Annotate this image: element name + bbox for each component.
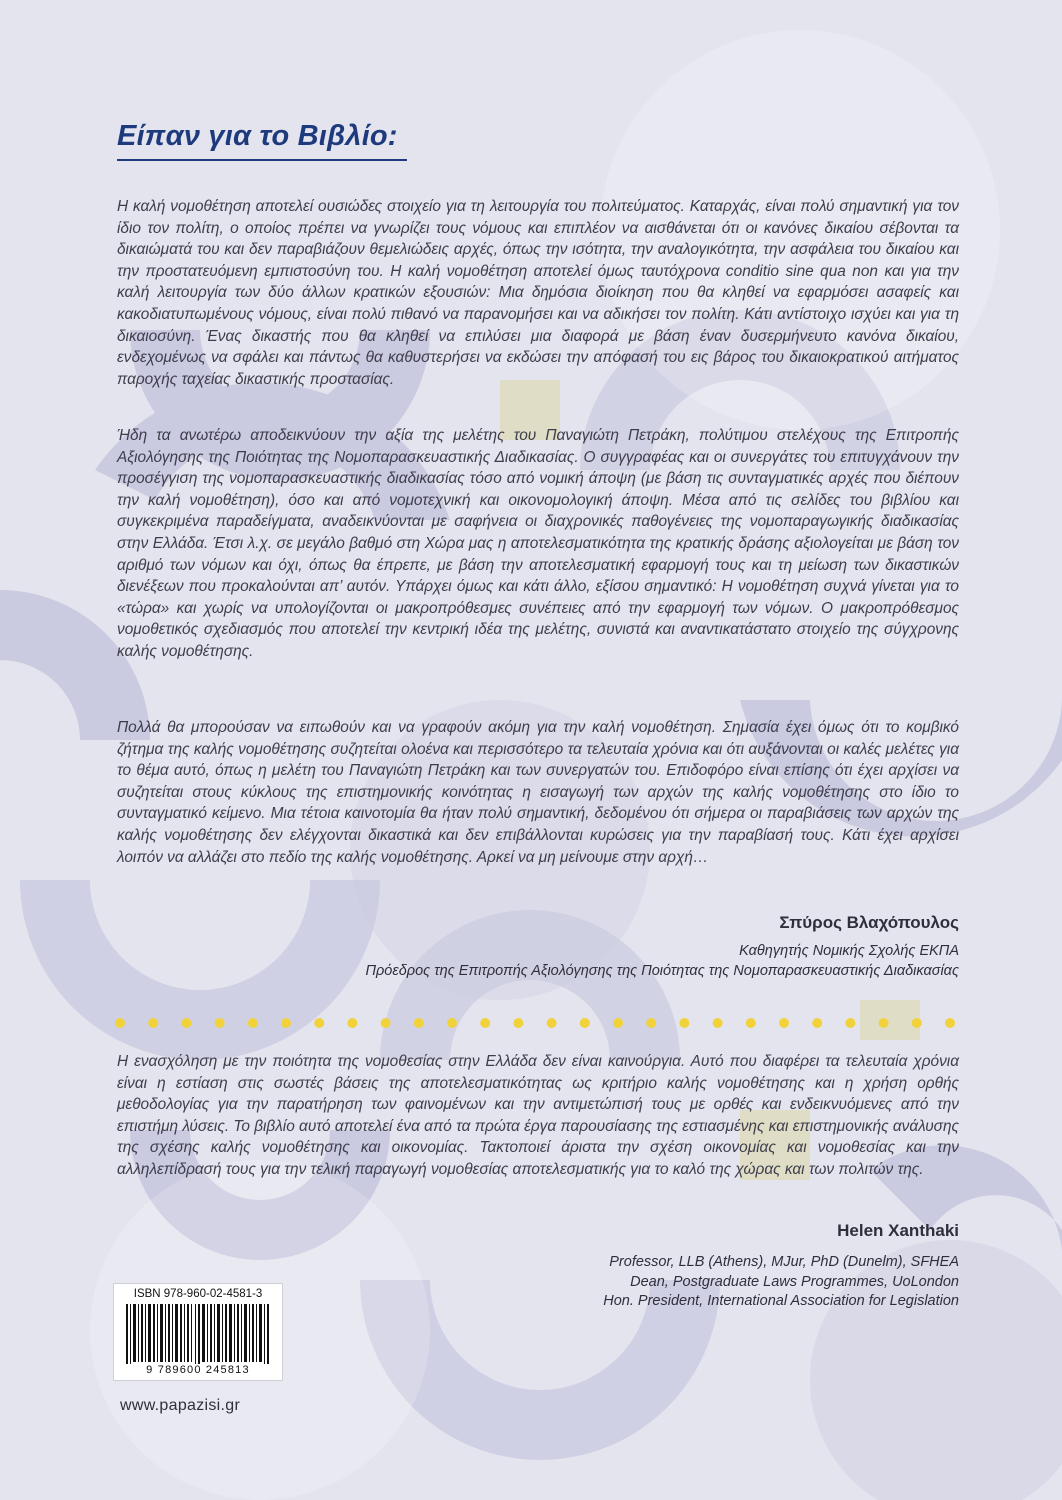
separator-dots	[115, 1018, 955, 1028]
review-paragraph-2: Ήδη τα ανωτέρω αποδεικνύουν την αξία της μελέτης του Παναγιώτη Πετράκη, πολύτιμου στελέχους της Επιτροπής Αξιολόγησης της Ποιότητας της Νομοπαρασκευαστικής Διαδικασίας. Ο συγγραφέας και οι συνεργάτες του επιτυγχάνουν την προσέγγιση της νομοπαρασκευαστικής διαδικασίας τόσο από νομική άποψη (με βάση τις συνταγματικές αρχές που διέπουν την καλή νομοθέτηση), όσο και από νομοτεχνική και οικονομολογική άποψη. Μέσα από τις σελίδες του βιβλίου και συγκεκριμένα παραδείγματα, αναδεικνύονται με σαφήνεια οι διαχρονικές παθογένειες της νομοπαραγωγικής διαδικασίας στην Ελλάδα. Έτσι λ.χ. σε μεγάλο βαθμό στη Χώρα μας η αποτελεσματικότητα της κρατικής δράσης αξιολογείται με βάση τον αριθμό των νόμων και όχι, όπως θα έπρεπε, με βάση την αποτελεσματική εφαρμογή τους και τη μείωση των δικαστικών διενέξεων που προκαλούνται απ’ αυτόν. Υπάρχει όμως και κάτι άλλο, εξίσου σημαντικό: Η νομοθέτηση συχνά γίνεται για το «τώρα» και χωρίς να υπολογίζονται οι μακροπρόθεσμες συνέπειες από την εφαρμογή των νόμων. Ο μακροπρόθεσμος νομοθετικός σχεδιασμός που αποτελεί την κεντρική ιδέα της μελέτης, συνιστά και αναντικατάστατο στοιχείο της σύγχρονης καλής νομοθέτησης.	[117, 427, 959, 660]
author-title: Professor, LLB (Athens), MJur, PhD (Dunelm), SFHEA	[609, 1254, 959, 1270]
author-title: Καθηγητής Νομικής Σχολής ΕΚΠΑ	[739, 943, 959, 959]
review-paragraph-3: Πολλά θα μπορούσαν να ειπωθούν και να γραφούν ακόμη για την καλή νομοθέτηση. Σημασία έχει όμως ότι το κομβικό ζήτημα της καλής νομοθέτησης συζητείται ολοένα και περισσότερο τα τελευταία χρόνια και ότι αυξάνονται οι καλές μελέτες για το θέμα αυτό, όπως η μελέτη του Παναγιώτη Πετράκη και των συνεργατών του. Επιδοφόρο είναι επίσης ότι έχει αρχίσει να συζητείται στους κύκλους της επιστημονικής κοινότητας η εισαγωγή των αρχών της καλής νομοθέτησης στο ίδιο το συνταγματικό κείμενο. Μια τέτοια καινοτομία θα ήταν πολύ σημαντική, δεδομένου ότι σήμερα οι παραβιάσεις των αρχών της καλής νομοθέτησης δεν ελέγχονται δικαστικά και δεν επιβάλλονται κυρώσεις για την παραβίασή τους. Κάτι έχει αρχίσει λοιπόν να αλλάζει στο πεδίο της καλής νομοθέτησης. Αρκεί να μη μείνουμε στην αρχή…	[117, 719, 959, 866]
dotted-separator	[112, 1017, 962, 1029]
page-title: Είπαν για το Βιβλίο:	[117, 120, 398, 152]
author-title: Dean, Postgraduate Laws Programmes, UoLondon	[630, 1273, 959, 1290]
title-underline	[117, 159, 407, 161]
barcode-digits: 9 789600 245813	[146, 1364, 250, 1376]
review-paragraph-1: Η καλή νομοθέτηση αποτελεί ουσιώδες στοιχείο για τη λειτουργία του πολιτεύματος. Καταρχάς, είναι πολύ σημαντική για τον ίδιο τον πολίτη, ο οποίος πρέπει να γνωρίζει τους νόμους και επιπλέον να αισθάνεται ότι οι κανόνες δικαίου σέβονται τα δικαιώματά του και δεν παραβιάζουν θεμελιώδεις αρχές, όπως την ισότητα, την αναλογικότητα, την ασφάλεια του δικαίου και την προστατευόμενη εμπιστοσύνη του. Η καλή νομοθέτηση αποτελεί όμως ταυτόχρονα conditio sine qua non και για την καλή λειτουργία των δύο άλλων κρατικών εξουσιών: Μια δημόσια διοίκηση που θα κληθεί να εφαρμόσει ασαφείς και κακοδιατυπωμένους νόμους, είναι πολύ πιθανό να παρανομήσει και να αδικήσει τον πολίτη. Κάτι αντίστοιχο ισχύει και για τη δικαιοσύνη. Ένας δικαστής που θα κληθεί να επιλύσει μια διαφορά με βάση έναν δυσερμήνευτο κανόνα δικαίου, ενδεχομένως να σφάλει και πάντως θα καθυστερήσει να εκδώσει την απόφασή του εις βάρος του δικαιοκρατικού αιτήματος παροχής ταχείας δικαστικής προστασίας.	[117, 198, 959, 388]
publisher-website: www.papazisi.gr	[120, 1397, 241, 1414]
author-title: Hon. President, International Association for Legislation	[603, 1293, 959, 1309]
author-title: Πρόεδρος της Επιτροπής Αξιολόγησης της Ποιότητας της Νομοπαρασκευαστικής Διαδικασίας	[365, 962, 959, 979]
review-paragraph-4: Η ενασχόληση με την ποιότητα της νομοθεσίας στην Ελλάδα δεν είναι καινούργια. Αυτό που διαφέρει τα τελευταία χρόνια είναι η εστίαση στις σωστές βάσεις της αποτελεσματικότητας ως κριτήριο καλής νομοθέτησης και η χρήση ορθής μεθοδολογίας για την παρατήρηση των φαινομένων και την αντιμετώπισή τους με ορθές και ενδεικνυόμενες από την επιστήμη λύσεις. Το βιβλίο αυτό αποτελεί ένα από τα πρώτα έργα παρουσίασης της εστιασμένης και επιστημονικής ανάλυσης της σχέσης καλής νομοθέτησης και οικονομίας. Τακτοποιεί άριστα την σχέση οικονομίας και νομοθεσίας και την αλληλεπίδρασή τους για την τελική παραγωγή νομοθεσίας αποτελεσματικής για το καλό της χώρας και των πολιτών της.	[117, 1053, 959, 1178]
isbn-label: ISBN 978-960-02-4581-3	[133, 1288, 263, 1300]
barcode-icon	[126, 1304, 270, 1364]
author-name: Helen Xanthaki	[837, 1221, 959, 1240]
signature-block-2	[603, 1221, 959, 1312]
signature-block-1	[366, 913, 960, 981]
author-name: Σπύρος Βλαχόπουλος	[779, 913, 959, 932]
isbn-barcode	[113, 1283, 283, 1381]
